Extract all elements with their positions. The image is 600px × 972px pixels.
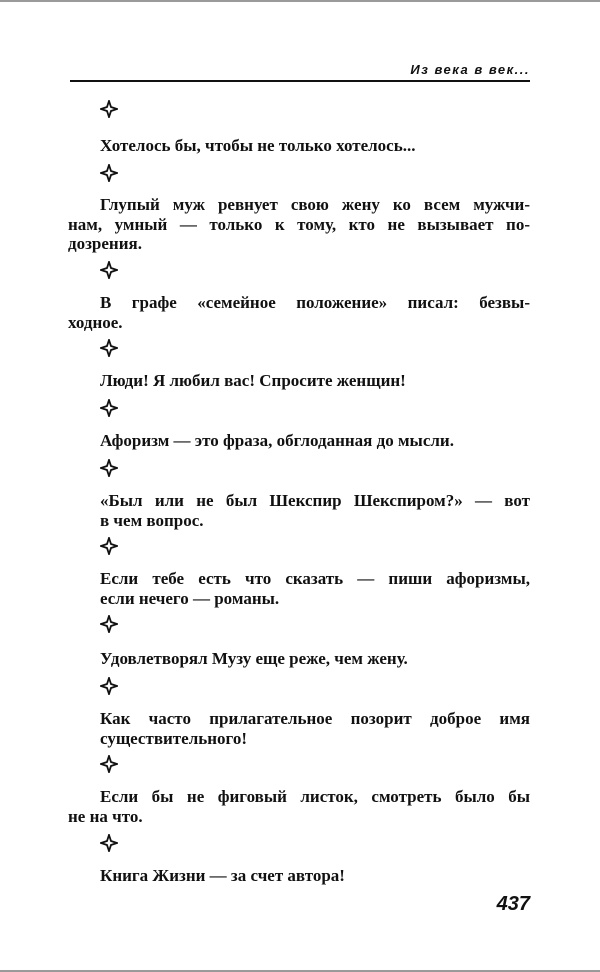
aphorism-line: Удовлетворял Музу еще реже, чем жену. (100, 649, 408, 668)
aphorism-6 (100, 491, 530, 530)
star-ornament-icon (100, 339, 118, 357)
aphorism-10 (68, 787, 530, 826)
aphorism-line: Глупый муж ревнует свою жену ко всем мужчи- (100, 195, 530, 214)
aphorism-8 (100, 649, 530, 669)
aphorism-1 (100, 136, 530, 156)
star-ornament-icon (100, 164, 118, 182)
aphorism-line: существительного! (100, 728, 247, 748)
aphorism-7 (100, 569, 530, 608)
aphorism-9 (100, 709, 530, 748)
star-ornament-icon (100, 537, 118, 555)
aphorism-line: Люди! Я любил вас! Спросите женщин! (100, 371, 406, 390)
page-number: 437 (496, 893, 530, 915)
aphorism-line: дозрения. (68, 234, 142, 253)
aphorism-line: Если тебе есть что сказать — пиши афоризмы, (100, 569, 530, 588)
aphorism-line: в чем вопрос. (100, 510, 204, 530)
aphorism-5 (100, 431, 530, 451)
star-ornament-icon (100, 677, 118, 695)
running-head: Из века в век... (410, 62, 530, 77)
star-ornament-icon (100, 261, 118, 279)
aphorism-line: если нечего — романы. (100, 588, 280, 608)
aphorism-line: В графе «семейное положение» писал: безвы- (100, 293, 530, 312)
star-ornament-icon (100, 100, 118, 118)
aphorism-line: Хотелось бы, чтобы не только хотелось... (100, 136, 416, 155)
star-ornament-icon (100, 615, 118, 633)
aphorism-2 (68, 195, 530, 254)
star-ornament-icon (100, 459, 118, 477)
aphorism-3 (68, 293, 530, 332)
aphorism-line: не на что. (68, 806, 143, 826)
star-ornament-icon (100, 755, 118, 773)
aphorism-line: Книга Жизни — за счет автора! (100, 866, 345, 885)
aphorism-line: ходное. (68, 312, 123, 332)
aphorism-4 (100, 371, 530, 391)
star-ornament-icon (100, 834, 118, 852)
aphorism-line: Как часто прилагательное позорит доброе имя (100, 709, 530, 728)
aphorism-line: Если бы не фиговый листок, смотреть было бы (100, 787, 530, 806)
aphorism-line: «Был или не был Шекспир Шекспиром?» — вот (100, 491, 530, 510)
header-rule (70, 80, 530, 82)
aphorism-line: Афоризм — это фраза, обглоданная до мысли. (100, 431, 454, 450)
aphorism-11 (100, 866, 530, 886)
aphorism-line: нам, умный — только к тому, кто не вызывает по- (68, 214, 530, 234)
star-ornament-icon (100, 399, 118, 417)
